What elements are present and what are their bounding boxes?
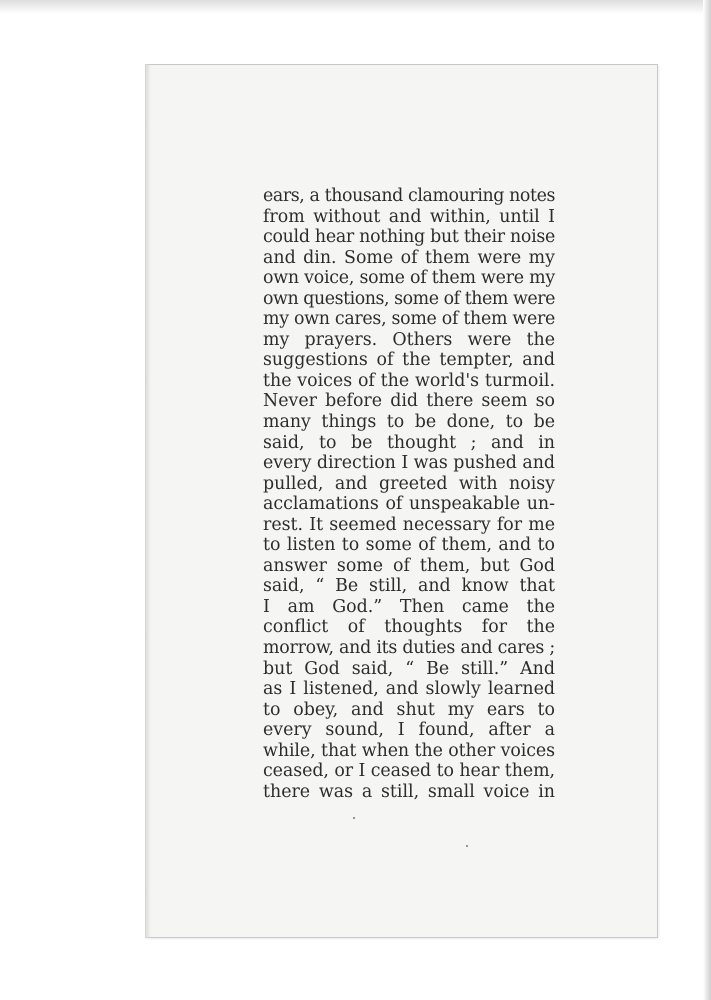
scan-shadow-top bbox=[0, 0, 711, 14]
text-line: ears, a thousand clamouring notes bbox=[263, 186, 555, 206]
text-line: own voice, some of them were my bbox=[263, 268, 555, 289]
speck-mark bbox=[466, 845, 468, 847]
text-line: but God said, “ Be still.” And bbox=[263, 658, 555, 679]
text-line: could hear nothing but their noise bbox=[263, 227, 555, 248]
page-edge-shadow bbox=[145, 64, 151, 938]
text-line: pulled, and greeted with noisy bbox=[263, 473, 555, 494]
text-line: said, to be thought ; and in bbox=[263, 432, 555, 453]
text-line: my prayers. Others were the bbox=[263, 329, 555, 350]
text-line: ceased, or I ceased to hear them, bbox=[263, 761, 555, 782]
text-line: every sound, I found, after a bbox=[263, 720, 555, 741]
text-line: said, “ Be still, and know that bbox=[263, 576, 555, 597]
text-line: morrow, and its duties and cares ; bbox=[263, 638, 556, 659]
text-line: my own cares, some of them were bbox=[263, 309, 555, 330]
text-line: as I listened, and slowly learned bbox=[263, 679, 555, 700]
text-line: from without and within, until I bbox=[263, 206, 555, 227]
text-line: suggestions of the tempter, and bbox=[263, 350, 555, 371]
text-line: there was a still, small voice in bbox=[263, 781, 555, 802]
page-body-text bbox=[263, 186, 555, 802]
text-line: and din. Some of them were my bbox=[263, 247, 555, 268]
speck-mark bbox=[353, 817, 355, 819]
text-line: the voices of the world's turmoil. bbox=[263, 370, 555, 391]
text-line: I am God.” Then came the bbox=[263, 596, 555, 617]
text-line: while, that when the other voices bbox=[263, 740, 555, 761]
text-line: every direction I was pushed and bbox=[263, 453, 555, 474]
text-line: conflict of thoughts for the bbox=[263, 617, 555, 638]
text-line: many things to be done, to be bbox=[263, 412, 555, 433]
text-line: own questions, some of them were bbox=[263, 288, 555, 309]
text-line: to obey, and shut my ears to bbox=[263, 699, 555, 720]
text-line: Never before did there seem so bbox=[263, 391, 555, 412]
text-line: rest. It seemed necessary for me bbox=[263, 514, 555, 535]
text-line: to listen to some of them, and to bbox=[263, 535, 555, 556]
text-line: acclamations of unspeakable un- bbox=[263, 494, 555, 515]
text-line: answer some of them, but God bbox=[263, 555, 555, 576]
book-page bbox=[145, 64, 658, 938]
scan-shadow-right bbox=[703, 0, 711, 1000]
